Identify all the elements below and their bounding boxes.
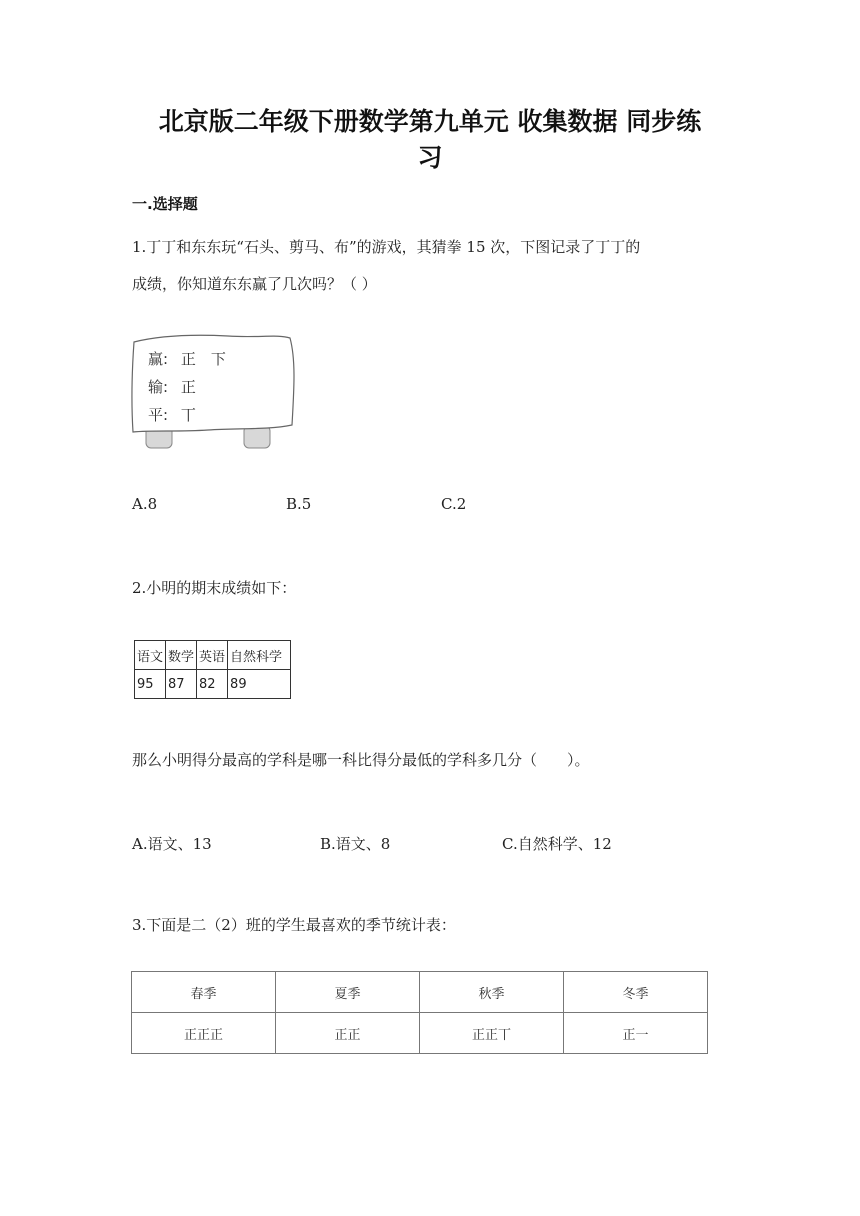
card-lose-label: 输:	[148, 378, 169, 396]
q2-score-table	[134, 640, 291, 699]
q3-text: 3.下面是二（2）班的学生最喜欢的季节统计表：	[132, 916, 456, 934]
card-win-label: 赢:	[148, 350, 169, 368]
card-tie-tally: 丅	[180, 406, 196, 424]
q1-text-line1: 1.丁丁和东东玩“石头、剪马、布”的游戏，其猜拳 15 次，下图记录了丁丁的	[132, 238, 641, 256]
q1-text-line2: 成绩，你知道东东赢了几次吗？（ ）	[132, 275, 377, 293]
table-row	[132, 1013, 708, 1054]
score-header-chinese: 语文	[135, 641, 166, 670]
season-header-winter: 冬季	[564, 972, 708, 1013]
season-tally-spring: 正正正	[132, 1013, 276, 1054]
score-value-math: 87	[166, 670, 197, 699]
card-win-tally: 正 下	[180, 350, 226, 368]
page-title-line2: 习	[417, 143, 443, 172]
table-row	[132, 972, 708, 1013]
q1-option-c[interactable]: C.2	[441, 495, 467, 513]
score-header-math: 数学	[166, 641, 197, 670]
card-tie-label: 平:	[148, 406, 169, 424]
season-tally-winter: 正一	[564, 1013, 708, 1054]
page-title-line1: 北京版二年级下册数学第九单元 收集数据 同步练	[158, 107, 702, 136]
score-value-chinese: 95	[135, 670, 166, 699]
score-header-english: 英语	[197, 641, 228, 670]
q1-option-a[interactable]: A.8	[132, 495, 158, 513]
season-header-summer: 夏季	[276, 972, 420, 1013]
season-tally-autumn: 正正丅	[420, 1013, 564, 1054]
season-header-autumn: 秋季	[420, 972, 564, 1013]
q1-record-card	[128, 330, 300, 454]
table-row	[135, 670, 291, 699]
score-header-science: 自然科学	[228, 641, 291, 670]
season-header-spring: 春季	[132, 972, 276, 1013]
season-tally-summer: 正正	[276, 1013, 420, 1054]
table-row	[135, 641, 291, 670]
card-lose-tally: 正	[180, 378, 196, 396]
q2-option-a[interactable]: A.语文、13	[132, 835, 212, 853]
q2-question: 那么小明得分最高的学科是哪一科比得分最低的学科多几分（ ）。	[132, 751, 590, 769]
q2-text: 2.小明的期末成绩如下：	[132, 579, 297, 597]
q2-option-c[interactable]: C.自然科学、12	[502, 835, 612, 853]
section-heading: 一.选择题	[132, 195, 198, 213]
q3-season-table	[131, 971, 708, 1054]
score-value-science: 89	[228, 670, 291, 699]
q2-option-b[interactable]: B.语文、8	[320, 835, 391, 853]
score-value-english: 82	[197, 670, 228, 699]
q1-option-b[interactable]: B.5	[286, 495, 312, 513]
